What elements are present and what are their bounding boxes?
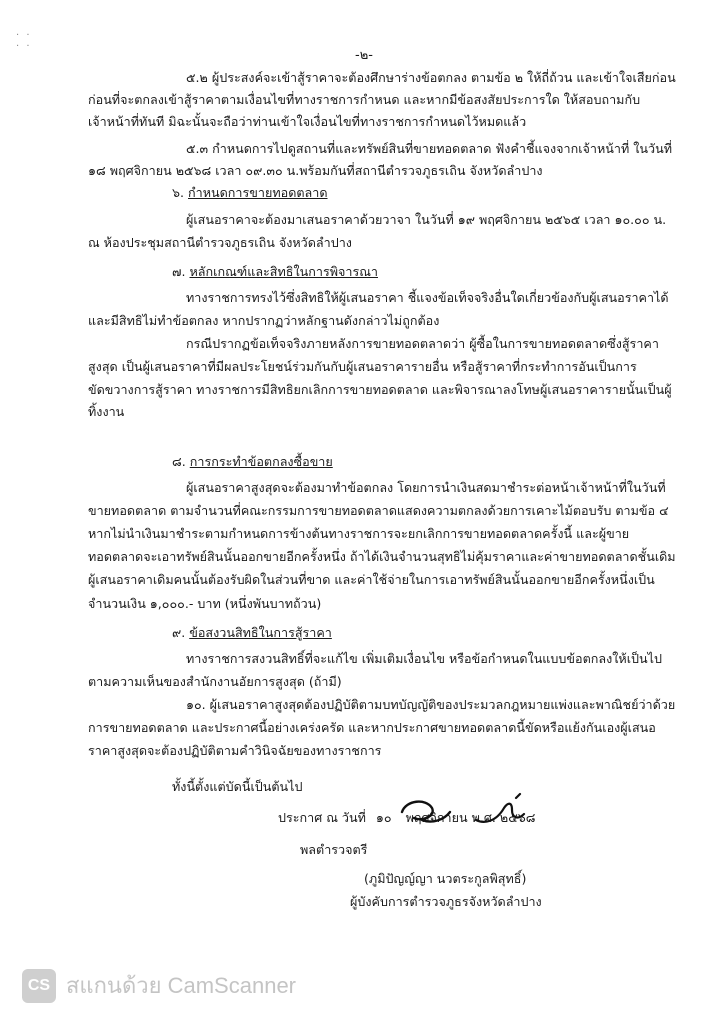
section-number: ๘.	[172, 454, 186, 469]
text-line: เจ้าหน้าที่ทันที มิฉะนั้นจะถือว่าท่านเข้าใจเงื่อนไขที่ทางราชการกำหนดไว้หมดแล้ว	[88, 114, 527, 129]
section-title: หลักเกณฑ์และสิทธิในการพิจารณา	[189, 264, 378, 279]
text-line: ทางราชการทรงไว้ซึ่งสิทธิให้ผู้เสนอราคา ชี้แจงข้อเท็จจริงอื่นใดเกี่ยวข้องกับผู้เสนอราคาได้	[186, 290, 669, 305]
text-line: การขายทอดตลาด และประกาศนี้อย่างเคร่งครัด และหากประกาศขายทอดตลาดนี้ขัดหรือแย้งกันเองผู้เสนอ	[88, 720, 656, 735]
text-line: ๕.๒ ผู้ประสงค์จะเข้าสู้ราคาจะต้องศึกษาร่างข้อตกลง ตามข้อ ๒ ให้ถี่ถ้วน และเข้าใจเสียก่อน	[186, 70, 676, 85]
watermark-text: สแกนด้วย CamScanner	[66, 973, 297, 998]
text-line: ทิ้งงาน	[88, 404, 125, 419]
text-line: ๕.๓ กำหนดการไปดูสถานที่และทรัพย์สินที่ขายทอดตลาด ฟังคำชี้แจงจากเจ้าหน้าที่ ในวันที่	[186, 141, 673, 156]
scanner-watermark	[22, 968, 296, 1003]
text-line: และมีสิทธิไม่ทำข้อตกลง หากปรากฏว่าหลักฐานดังกล่าวไม่ถูกต้อง	[88, 313, 440, 328]
text-line: ผู้เสนอราคาเดิมคนนั้นต้องรับผิดในส่วนที่ขาด และค่าใช้จ่ายในการเอาทรัพย์สินนั้นออกขายอีกครั้งหนึ่งเป็น	[88, 572, 655, 587]
section-9-heading	[172, 625, 332, 641]
signer-title: ผู้บังคับการตำรวจภูธรจังหวัดลำปาง	[350, 894, 542, 909]
section-title: กำหนดการขายทอดตลาด	[188, 185, 328, 200]
page-number: -๒-	[355, 48, 373, 63]
section-8-heading	[172, 454, 333, 470]
announce-prefix: ประกาศ ณ วันที่	[278, 810, 366, 825]
text-line: กรณีปรากฏข้อเท็จจริงภายหลังการขายทอดตลาดว่า ผู้ซื้อในการขายทอดตลาดซึ่งสู้ราคา	[186, 336, 659, 351]
text-line: ขัดขวางการสู้ราคา ทางราชการมีสิทธิยกเลิกการขายทอดตลาด และพิจารณาลงโทษผู้เสนอราคารายนั้นเป็นผู้	[88, 382, 672, 397]
text-line: ทางราชการสงวนสิทธิ์ที่จะแก้ไข เพิ่มเติมเงื่อนไข หรือข้อกำหนดในแบบข้อตกลงให้เป็นไป	[186, 651, 662, 666]
section-number: ๙.	[172, 625, 186, 640]
announce-day: ๑๐	[375, 810, 392, 825]
text-line: ขายทอดตลาด ตามจำนวนที่คณะกรรมการขายทอดตลาดแสดงความตกลงด้วยการเคาะไม้ตอบรับ ตามข้อ ๔	[88, 503, 669, 518]
scan-marks: · · · ·	[16, 30, 32, 52]
text-line: ทอดตลาดจะเอาทรัพย์สินนั้นออกขายอีกครั้งหนึ่ง ถ้าได้เงินจำนวนสุทธิไม่คุ้มราคาและค่าขายทอดตลาดชั้นเดิม	[88, 549, 676, 564]
section-title: ข้อสงวนสิทธิในการสู้ราคา	[189, 625, 332, 640]
text-line: ตามความเห็นของสำนักงานอัยการสูงสุด (ถ้ามี)	[88, 674, 342, 689]
signer-name: (ภูมิปัญญ์ญา นวตระกูลพิสุทธิ์)	[364, 871, 527, 886]
section-6-heading	[172, 185, 328, 201]
section-title: การกระทำข้อตกลงซื้อขาย	[189, 454, 333, 469]
text-line: ราคาสูงสุดจะต้องปฏิบัติตามคำวินิจฉัยของทางราชการ	[88, 743, 382, 758]
text-line: ก่อนที่จะตกลงเข้าสู้ราคาตามเงื่อนไขที่ทางราชการกำหนด และหากมีข้อสงสัยประการใด ให้สอบถามกับ	[88, 92, 641, 107]
text-line: สูงสุด เป็นผู้เสนอราคาที่มีผลประโยชน์ร่วมกันกับผู้เสนอราคารายอื่น หรือสู้ราคาที่กระทำการอันเป็นการ	[88, 359, 637, 374]
effective-statement: ทั้งนี้ตั้งแต่บัดนี้เป็นต้นไป	[172, 779, 303, 794]
section-number: ๗.	[172, 264, 186, 279]
announce-month-year: พฤศจิกายน พ.ศ. ๒๕๖๘	[405, 810, 536, 825]
section-number: ๖.	[172, 185, 184, 200]
text-line: ๑๐. ผู้เสนอราคาสูงสุดต้องปฏิบัติตามบทบัญญัติของประมวลกฎหมายแพ่งและพาณิชย์ว่าด้วย	[186, 697, 676, 712]
text-line: ผู้เสนอราคาจะต้องมาเสนอราคาด้วยวาจา ในวันที่ ๑๙ พฤศจิกายน ๒๕๖๕ เวลา ๑๐.๐๐ น.	[186, 212, 667, 227]
text-line: หากไม่นำเงินมาชำระตามกำหนดการข้างต้นทางราชการจะยกเลิกการขายทอดตลาดครั้งนี้ และผู้ขาย	[88, 526, 630, 541]
text-line: ณ ห้องประชุมสถานีตำรวจภูธรเถิน จังหวัดลำปาง	[88, 235, 352, 250]
text-line: จำนวนเงิน ๑,๐๐๐.- บาท (หนึ่งพันบาทถ้วน)	[88, 596, 322, 611]
signature-image	[392, 790, 542, 830]
signer-rank: พลตำรวจตรี	[300, 842, 368, 857]
text-line: ๑๘ พฤศจิกายน ๒๕๖๘ เวลา ๐๙.๓๐ น.พร้อมกันที่สถานีตำรวจภูธรเถิน จังหวัดลำปาง	[88, 163, 543, 178]
section-7-heading	[172, 264, 378, 280]
text-line: ผู้เสนอราคาสูงสุดจะต้องมาทำข้อตกลง โดยการนำเงินสดมาชำระต่อหน้าเจ้าหน้าที่ในวันที่	[186, 480, 666, 495]
camscanner-logo-icon: CS	[22, 969, 56, 1003]
